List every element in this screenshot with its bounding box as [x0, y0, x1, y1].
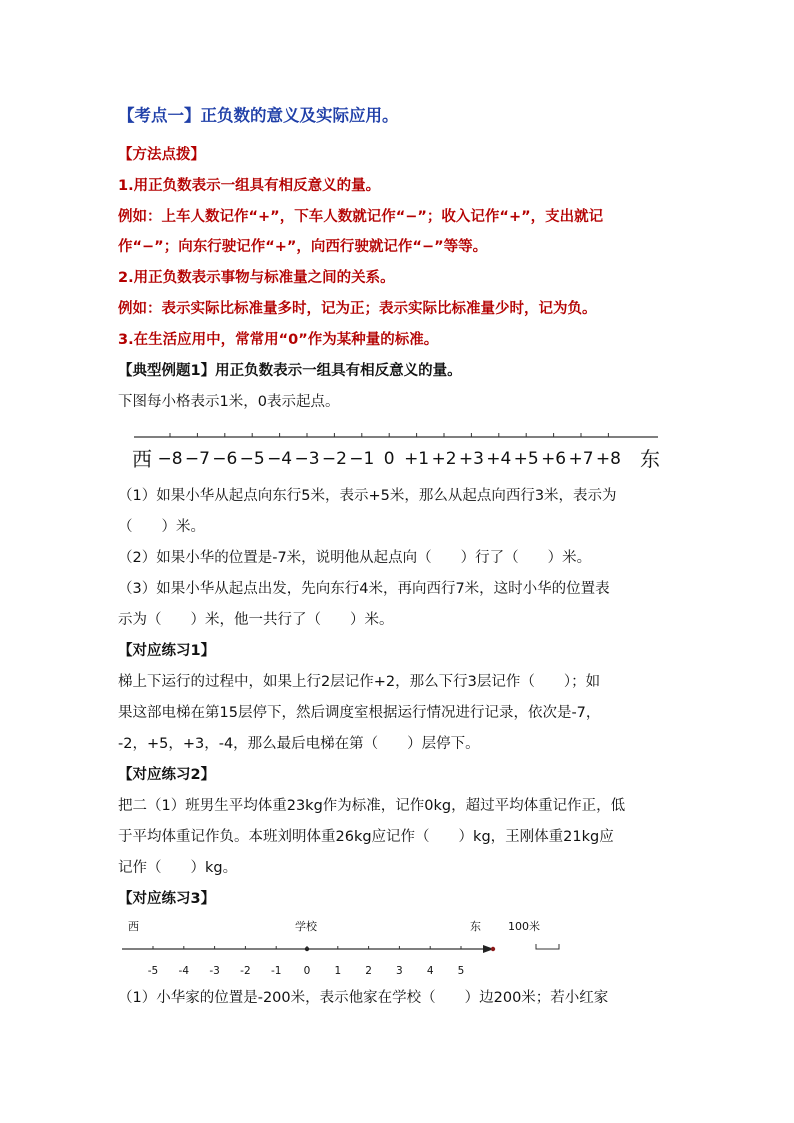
tick-label: −2 — [321, 449, 347, 469]
tick-label: 2 — [365, 965, 372, 977]
tick-label: +6 — [541, 449, 567, 469]
tick-label: 5 — [457, 965, 465, 977]
tick-label: +2 — [431, 449, 457, 469]
example-heading: 【典型例题1】用正负数表示一组具有相反意义的量。 — [118, 363, 462, 379]
tick-label: 4 — [426, 965, 434, 977]
tick-label: -2 — [240, 965, 251, 977]
practice-2b: 于平均体重记作负。本班刘明体重26kg应记作（ ）kg，王刚体重21kg应 — [118, 829, 614, 845]
practice-1b: 果这部电梯在第15层停下，然后调度室根据运行情况进行记录，依次是-7， — [118, 705, 601, 721]
tick-label: +7 — [568, 449, 594, 469]
west-label-small: 西 — [128, 920, 139, 933]
method-1-example-a: 例如：上车人数记作“+”，下车人数就记作“−”；收入记作“+”，支出就记 — [118, 209, 604, 225]
example-intro: 下图每小格表示1米，0表示起点。 — [118, 394, 340, 410]
practice-2c: 记作（ ）kg。 — [118, 860, 238, 876]
method-1-example-b: 作“−”；向东行驶记作“+”，向西行驶就记作“−”等等。 — [118, 239, 488, 255]
tick-label: −7 — [184, 449, 210, 469]
tick-label: -1 — [270, 965, 282, 977]
tick-label: −5 — [239, 449, 265, 469]
school-label: 学校 — [295, 920, 317, 933]
tick-label: 1 — [334, 965, 342, 977]
tick-label: +8 — [595, 449, 621, 469]
section-title: 【考点一】正负数的意义及实际应用。 — [118, 106, 399, 125]
method-3: 3.在生活应用中，常常用“0”作为某种量的标准。 — [118, 332, 439, 348]
tick-label: +5 — [513, 449, 539, 469]
east-label: 东 — [640, 447, 660, 471]
question-3a: （3）如果小华从起点出发，先向东行4米，再向西行7米，这时小华的位置表 — [118, 581, 610, 597]
number-line-2 — [118, 912, 678, 978]
tick-label: +3 — [458, 449, 484, 469]
number-line-1 — [118, 428, 678, 478]
tick-label: +4 — [486, 449, 512, 469]
scale-bracket — [536, 944, 559, 949]
tick-label: +1 — [404, 449, 430, 469]
tick-label: −3 — [294, 449, 320, 469]
practice-2-heading: 【对应练习2】 — [118, 767, 216, 783]
practice-1c: -2，+5，+3，-4，那么最后电梯在第（ ）层停下。 — [118, 736, 480, 752]
tick-label: 3 — [396, 965, 403, 977]
tick-label: -3 — [209, 965, 220, 977]
method-2: 2.用正负数表示事物与标准量之间的关系。 — [118, 270, 395, 286]
tick-label: −1 — [349, 449, 375, 469]
tick-label: -4 — [178, 965, 190, 977]
practice-1a: 梯上下运行的过程中，如果上行2层记作+2，那么下行3层记作（ ）；如 — [118, 674, 601, 690]
question-1b: （ ）米。 — [118, 519, 205, 535]
tick-label: −6 — [212, 449, 238, 469]
end-dot — [491, 947, 495, 951]
method-1: 1.用正负数表示一组具有相反意义的量。 — [118, 178, 381, 194]
method-heading: 【方法点拨】 — [118, 147, 205, 163]
practice-2a: 把二（1）班男生平均体重23kg作为标准，记作0kg，超过平均体重记作正，低 — [118, 798, 626, 814]
tick-label: -5 — [147, 965, 159, 977]
tick-label: −4 — [267, 449, 293, 469]
question-2: （2）如果小华的位置是-7米，说明他从起点向（ ）行了（ ）米。 — [118, 550, 592, 566]
method-2-example: 例如：表示实际比标准量多时，记为正；表示实际比标准量少时，记为负。 — [118, 301, 597, 317]
tick-label: −8 — [157, 449, 183, 469]
tick-label: 0 — [383, 449, 395, 469]
scale-label: 100米 — [508, 920, 540, 933]
question-3b: 示为（ ）米，他一共行了（ ）米。 — [118, 612, 394, 628]
tick-label: 0 — [303, 965, 311, 977]
question-1a: （1）如果小华从起点向东行5米，表示+5米，那么从起点向西行3米，表示为 — [118, 488, 617, 504]
east-label-small: 东 — [470, 920, 481, 933]
practice-1-heading: 【对应练习1】 — [118, 643, 216, 659]
west-label: 西 — [132, 447, 152, 471]
practice-3-question-1: （1）小华家的位置是-200米，表示他家在学校（ ）边200米；若小红家 — [118, 990, 609, 1006]
practice-3-heading: 【对应练习3】 — [118, 891, 216, 907]
